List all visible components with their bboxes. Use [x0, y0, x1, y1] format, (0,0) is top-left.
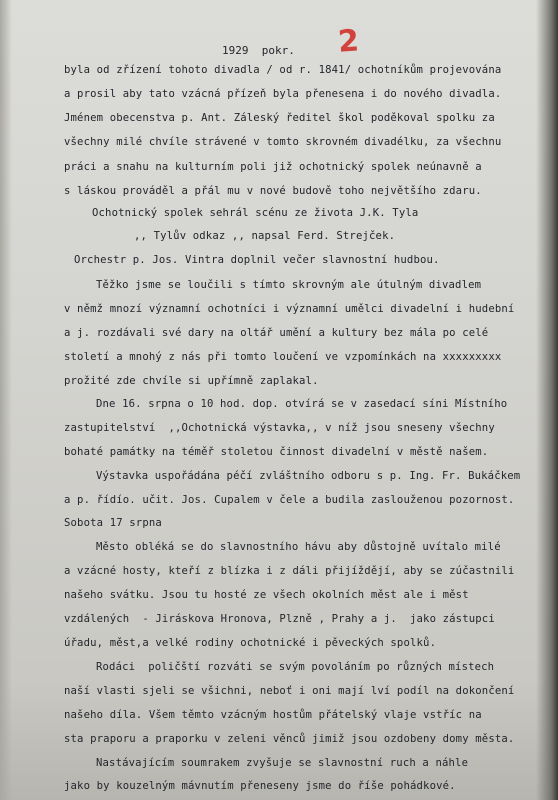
text-line: našeho svátku. Jsou tu hosté ze všech okolních měst ale i měst [64, 589, 469, 601]
text-line: Město obléká se do slavnostního hávu aby důstojně uvítalo milé [96, 541, 501, 553]
text-line: Jménem obecenstva p. Ant. Záleský ředitel škol poděkoval spolku za [64, 112, 495, 124]
page-right-shadow [536, 0, 558, 800]
text-line: a j. rozdávali své dary na oltář umění a kultury bez mála po celé [64, 327, 489, 339]
text-line: Rodáci poličští rozváti se svým povoláním po různých místech [96, 661, 495, 673]
text-line: s láskou prováděl a přál mu v nové budově toho největšího zdaru. [64, 185, 482, 197]
section-heading: Sobota 17 srpna [64, 517, 162, 529]
text-line: v němž mnozí významní ochotníci i významní umělci divadelní i hudební [64, 303, 515, 315]
page-header [222, 44, 295, 57]
text-line: a vzácné hosty, kteří z blízka i z dáli přijíždějí, aby se zúčastnili [64, 565, 515, 577]
text-line: byla od zřízení tohoto divadla / od r. 1841/ ochotníkům projevována [64, 64, 502, 76]
text-line: Nastávajícím soumrakem zvyšuje se slavnostní ruch a náhle [96, 757, 469, 769]
text-line: práci a snahu na kulturním poli již ochotnický spolek neúnavně a [64, 161, 482, 173]
text-line: naší vlasti sjeli se všichni, neboť i oni mají lví podíl na dokončení [64, 685, 515, 697]
text-line: bohaté památky na téměř stoletou činnost divadelní v městě našem. [64, 446, 489, 458]
text-line: všechny milé chvíle strávené v tomto skrovném divadélku, za všechnu [64, 136, 502, 148]
text-line: jako by kouzelným mávnutím přeneseny jsme do říše pohádkové. [64, 780, 456, 792]
text-line: sta praporu a praporku v zeleni věnců jimiž jsou ozdobeny domy města. [64, 733, 515, 745]
header-continuation: pokr. [261, 44, 295, 57]
text-line: století a mnohý z nás při tomto loučení ve vzpomínkách na xxxxxxxxx [64, 351, 502, 363]
text-line: a prosil aby tato vzácná přízeň byla přenesena i do nového divadla. [64, 88, 502, 100]
text-line: úřadu, měst,a velké rodiny ochotnické i pěveckých spolků. [64, 637, 437, 649]
text-line: Ochotnický spolek sehrál scénu ze života J.K. Tyla [92, 207, 419, 219]
text-line: Orchestr p. Jos. Vintra doplnil večer slavnostní hudbou. [74, 254, 440, 266]
text-line: vzdálených - Jiráskova Hronova, Plzně , Prahy a j. jako zástupci [64, 613, 495, 625]
text-line: zastupitelství ,,Ochotnická výstavka,, v níž jsou sneseny všechny [64, 422, 495, 434]
page-left-shadow [0, 0, 12, 800]
text-line: prožité zde chvíle si upřímně zaplakal. [64, 375, 319, 387]
text-line: našeho díla. Všem těmto vzácným hostům přátelský vlaje vstříc na [64, 709, 482, 721]
text-line: Výstavka uspořádána péčí zvláštního odboru s p. Ing. Fr. Bukáčkem [96, 470, 521, 482]
header-year: 1929 [222, 44, 249, 57]
text-line: Dne 16. srpna o 10 hod. dop. otvírá se v zasedací síni Místního [96, 398, 508, 410]
text-line: Těžko jsme se loučili s tímto skrovným ale útulným divadlem [96, 279, 482, 291]
handwritten-page-number: 2 [336, 23, 361, 60]
text-line: ,, Tylův odkaz ,, napsal Ferd. Strejček. [134, 230, 396, 242]
text-line: a p. řídío. učit. Jos. Cupalem v čele a budila zaslouženou pozornost. [64, 494, 515, 506]
